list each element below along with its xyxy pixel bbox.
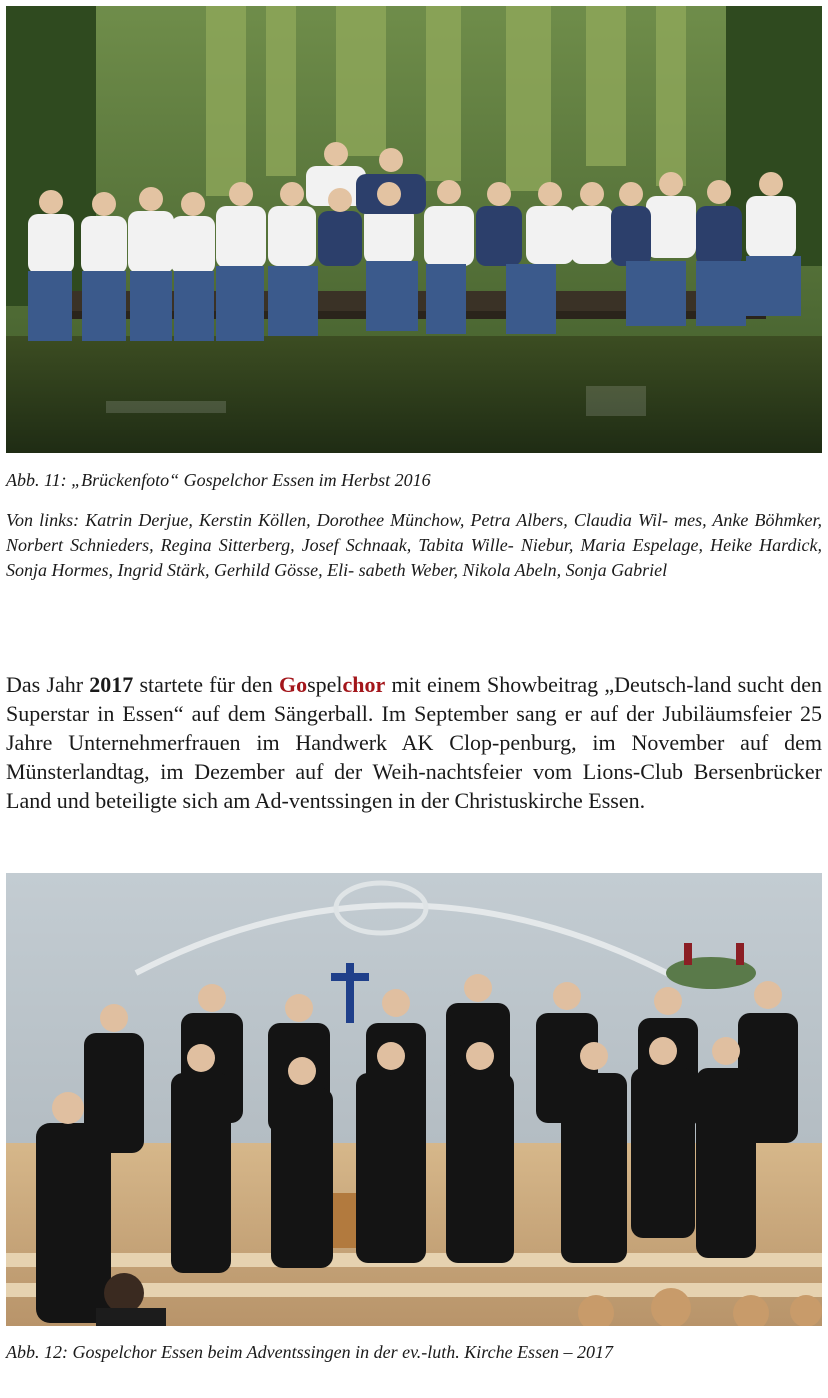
- bridge-group-photo: [6, 6, 822, 453]
- figure-caption-12: Abb. 12: Gospelchor Essen beim Adventssingen in der ev.-luth. Kirche Essen – 2017: [6, 1342, 614, 1362]
- gospelchor-chor: chor: [342, 672, 386, 697]
- body-paragraph: [6, 670, 822, 815]
- gospelchor-go: Go: [278, 672, 308, 697]
- names-line-3: Niebur, Maria Espelage, Heike Hardick, Sonja Hormes, Ingrid Stärk, Gerhild Gösse, Eli-: [6, 535, 822, 580]
- names-line-2: mes, Anke Böhmker, Norbert Schnieders, Regina Sitterberg, Josef Schnaak, Tabita Wille-: [6, 510, 822, 555]
- text-part-2: startete für den: [133, 672, 279, 697]
- names-prefix: Von links:: [6, 510, 86, 530]
- church-choir-photo: [6, 873, 822, 1326]
- bridge-photo-illustration: [6, 6, 822, 453]
- figure-names-list: [6, 508, 822, 583]
- year-2017: 2017: [89, 672, 134, 697]
- church-photo-illustration: [6, 873, 822, 1326]
- gospelchor-spel: spel: [307, 672, 343, 697]
- names-line-4: sabeth Weber, Nikola Abeln, Sonja Gabriel: [358, 560, 668, 580]
- text-part-3: mit einem Showbeitrag „Deutsch-land sucht den Superstar in Essen“ auf dem Sängerball. Im September sang er auf der Jubiläumsfeier 25 Jahre Unternehmerfrauen im Handwerk AK Clop-penburg, im November auf dem Münsterlandtag, im Dezember auf der Weih-nachtsfeier vom Lions-Club Bersenbrücker Land und beteiligte sich am Ad-ventssingen in der Christuskirche Essen.: [6, 672, 822, 813]
- text-part-1: Das Jahr: [6, 672, 90, 697]
- names-line-1: Katrin Derjue, Kerstin Köllen, Dorothee Münchow, Petra Albers, Claudia Wil-: [85, 510, 668, 530]
- figure-caption-11: Abb. 11: „Brückenfoto“ Gospelchor Essen im Herbst 2016: [6, 470, 431, 490]
